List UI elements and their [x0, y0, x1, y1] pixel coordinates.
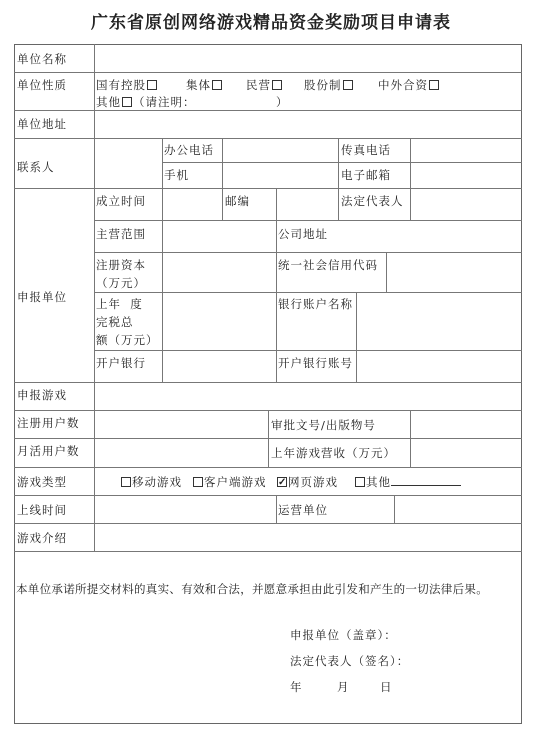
label-email: 电子邮箱 — [341, 168, 391, 182]
label-established: 成立时间 — [96, 194, 146, 208]
nature-option-label: 民营 — [246, 78, 271, 92]
label-unit-nature: 单位性质 — [17, 78, 67, 92]
nature-option-sino-foreign[interactable] — [378, 76, 440, 95]
label-active-users: 月活用户数 — [17, 444, 80, 458]
label-reg-users: 注册用户数 — [17, 416, 80, 430]
row-divider — [14, 523, 522, 524]
checkbox-icon[interactable] — [193, 477, 203, 487]
row-divider — [14, 382, 522, 383]
label-reg-capital: 注册资本 — [96, 258, 146, 272]
nature-option-label: 集体 — [186, 78, 211, 92]
checkbox-icon[interactable] — [212, 80, 222, 90]
commitment-statement: 本单位承诺所提交材料的真实、有效和合法，并愿意承担由此引发和产生的一切法律后果。 — [16, 582, 488, 596]
label-tax-line2: 完税总 — [96, 315, 134, 329]
checkbox-icon[interactable] — [121, 477, 131, 487]
other-blank-line[interactable] — [391, 475, 461, 486]
label-legal-sign: 法定代表人（签名）： — [290, 654, 410, 668]
col-divider — [394, 495, 395, 523]
game-type-other[interactable] — [354, 473, 461, 492]
form-table — [14, 44, 522, 724]
form-title: 广东省原创网络游戏精品资金奖励项目申请表 — [91, 13, 451, 33]
nature-option-label: 股份制 — [304, 78, 342, 92]
label-approval-no: 审批文号/出版物号 — [271, 418, 376, 432]
row-divider — [14, 467, 522, 468]
nature-option-joint-stock[interactable] — [304, 76, 354, 95]
game-type-label: 其他 — [366, 475, 391, 489]
col-divider — [386, 252, 387, 292]
col-divider — [356, 292, 357, 382]
label-reg-capital-unit: （万元） — [96, 276, 146, 290]
game-type-mobile[interactable] — [120, 473, 182, 492]
col-divider — [162, 138, 163, 382]
label-unit-seal: 申报单位（盖章）： — [290, 628, 397, 642]
col-divider — [94, 44, 95, 551]
row-divider — [14, 495, 522, 496]
date-year: 年 — [290, 680, 303, 694]
checkbox-icon[interactable] — [272, 80, 282, 90]
label-game-type: 游戏类型 — [17, 475, 67, 489]
label-game: 申报游戏 — [17, 388, 67, 402]
label-operator: 运营单位 — [278, 503, 328, 517]
checkbox-icon[interactable] — [147, 80, 157, 90]
unit-address-field[interactable] — [96, 112, 520, 136]
row-divider — [94, 350, 522, 351]
label-fax: 传真电话 — [341, 143, 391, 157]
label-office-phone: 办公电话 — [164, 143, 214, 157]
label-game-intro: 游戏介绍 — [17, 531, 67, 545]
nature-other-close: ） — [276, 95, 289, 109]
game-type-label: 移动游戏 — [132, 475, 182, 489]
col-divider — [410, 410, 411, 467]
col-divider — [276, 188, 277, 382]
nature-option-label: 国有控股 — [96, 78, 146, 92]
label-unit-name: 单位名称 — [17, 52, 67, 66]
nature-option-other[interactable] — [96, 93, 196, 112]
row-divider — [14, 138, 522, 139]
game-type-label: 客户端游戏 — [204, 475, 267, 489]
label-credit-code: 统一社会信用代码 — [278, 258, 378, 272]
date-day: 日 — [380, 680, 393, 694]
label-last-year-revenue: 上年游戏营收（万元） — [271, 446, 396, 460]
label-bank-account-name: 银行账户名称 — [278, 297, 353, 311]
col-divider — [410, 138, 411, 220]
game-type-web[interactable] — [276, 473, 338, 492]
nature-other-note: （请注明： — [133, 95, 196, 109]
label-tax-line3: 额（万元） — [96, 333, 159, 347]
row-divider — [94, 292, 522, 293]
game-type-client[interactable] — [192, 473, 267, 492]
date-month: 月 — [337, 680, 350, 694]
label-launch-time: 上线时间 — [17, 503, 67, 517]
col-divider — [276, 495, 277, 523]
label-bank: 开户银行 — [96, 356, 146, 370]
label-company-address: 公司地址 — [278, 227, 328, 241]
row-divider — [94, 252, 522, 253]
row-divider — [14, 72, 522, 73]
label-applicant: 申报单位 — [17, 290, 67, 304]
row-divider — [94, 220, 522, 221]
checkbox-icon[interactable] — [122, 97, 132, 107]
nature-option-label: 其他 — [96, 95, 121, 109]
unit-name-field[interactable] — [96, 46, 520, 70]
label-business-scope: 主营范围 — [96, 227, 146, 241]
game-type-label: 网页游戏 — [288, 475, 338, 489]
label-bank-account-no: 开户银行账号 — [278, 356, 353, 370]
row-divider — [14, 551, 522, 552]
col-divider — [222, 138, 223, 220]
col-divider — [268, 410, 269, 467]
row-divider — [162, 162, 522, 163]
label-unit-address: 单位地址 — [17, 117, 67, 131]
checkbox-icon[interactable] — [355, 477, 365, 487]
label-tax-line1: 上年 度 — [96, 297, 143, 311]
nature-option-label: 中外合资 — [378, 78, 428, 92]
col-divider — [338, 138, 339, 220]
label-legal-rep: 法定代表人 — [341, 194, 404, 208]
checkbox-checked-icon[interactable] — [277, 477, 287, 487]
row-divider — [14, 110, 522, 111]
row-divider — [14, 188, 522, 189]
checkbox-icon[interactable] — [429, 80, 439, 90]
label-mobile: 手机 — [164, 168, 189, 182]
label-contact: 联系人 — [17, 160, 55, 174]
checkbox-icon[interactable] — [343, 80, 353, 90]
label-postcode: 邮编 — [225, 194, 250, 208]
